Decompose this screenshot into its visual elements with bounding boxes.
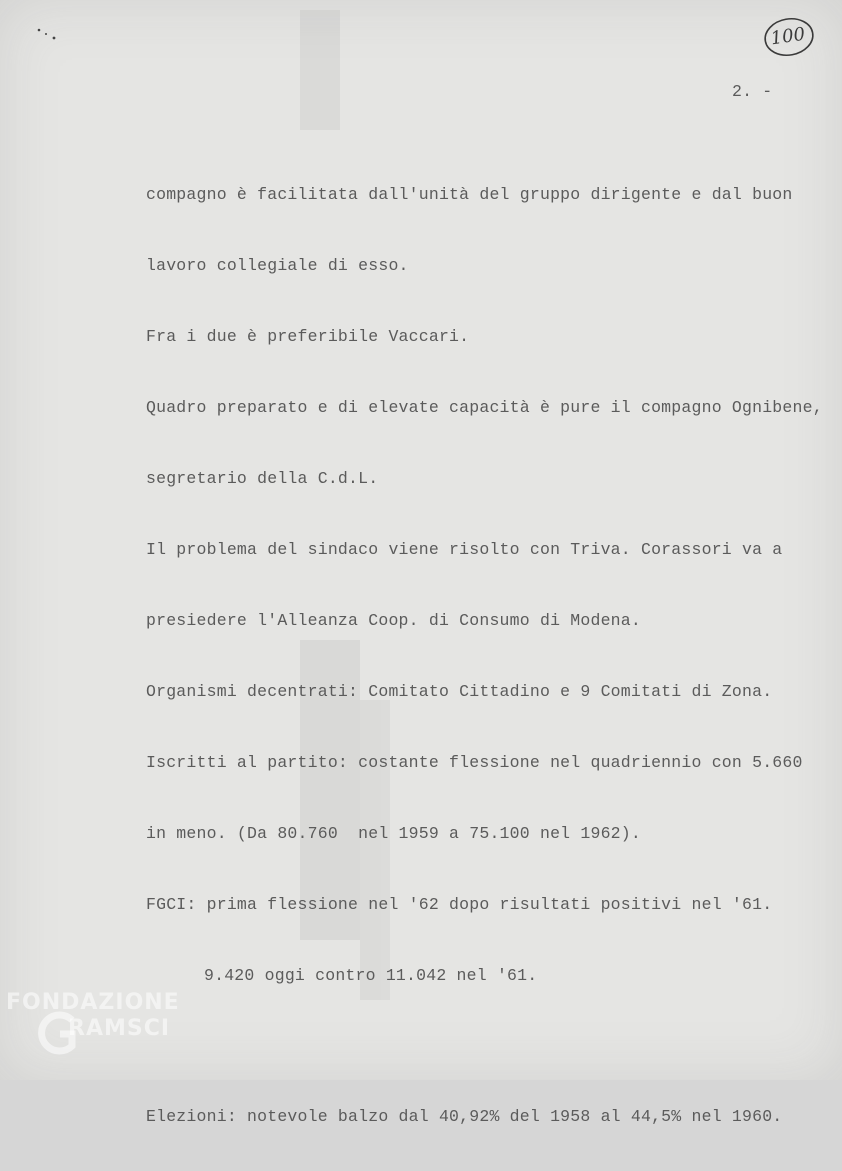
text-line: Il problema del sindaco viene risolto con Triva. Corassori va a: [146, 540, 783, 559]
text-line: compagno è facilitata dall'unità del gruppo dirigente e dal buon: [146, 185, 793, 204]
logo-line1: FONDAZIONE: [6, 990, 180, 1015]
text-line: Elezioni: notevole balzo dal 40,92% del 1958 al 44,5% nel 1960.: [146, 1107, 783, 1126]
text-line: FGCI: prima flessione nel '62 dopo risultati positivi nel '61.: [146, 895, 773, 914]
text-line: Iscritti al partito: costante flessione nel quadriennio con 5.660: [146, 753, 803, 772]
text-line: Quadro preparato e di elevate capacità è pure il compagno Ognibene,: [146, 398, 823, 417]
page-number: 2. -: [732, 82, 773, 101]
text-line: in meno. (Da 80.760 nel 1959 a 75.100 nel 1962).: [146, 824, 641, 843]
text-line: segretario della C.d.L.: [146, 469, 379, 488]
text-line: Fra i due è preferibile Vaccari.: [146, 327, 470, 346]
text-line: Organismi decentrati: Comitato Cittadino e 9 Comitati di Zona.: [146, 682, 773, 701]
typed-body: [146, 140, 823, 1171]
archive-watermark-logo: [6, 988, 216, 1068]
paper-specks: [36, 26, 66, 42]
text-line: presiedere l'Alleanza Coop. di Consumo di Modena.: [146, 611, 641, 630]
spacer: [146, 1030, 823, 1062]
folio-stamp: [760, 14, 816, 60]
folio-number: 100: [769, 23, 807, 50]
logo-line2: RAMSCI: [68, 1016, 171, 1041]
text-line: 9.420 oggi contro 11.042 nel '61.: [204, 966, 538, 985]
text-line: lavoro collegiale di esso.: [146, 256, 409, 275]
